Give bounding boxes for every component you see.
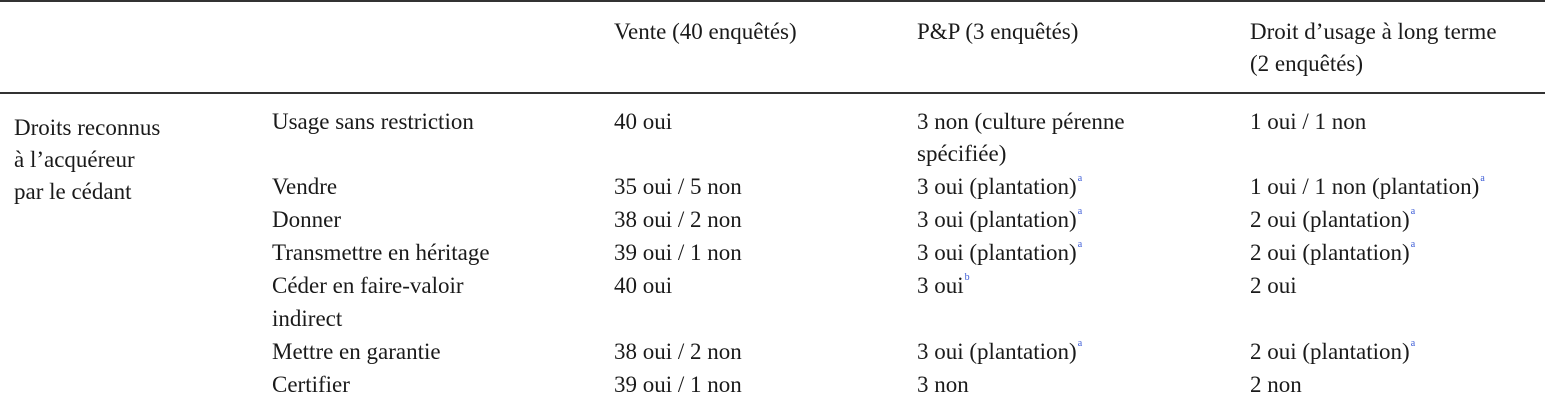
group-label-line2: à l’acquéreur [14, 147, 135, 172]
cell-droit: 2 oui [1250, 273, 1297, 298]
footnote-marker[interactable]: b [964, 272, 970, 283]
footnote-marker[interactable]: a [1410, 239, 1416, 250]
cell-pp [917, 270, 970, 307]
header-droit-line2: (2 enquêtés) [1250, 51, 1364, 76]
table-top-rule [0, 0, 1545, 2]
cell-droit [1250, 336, 1415, 373]
row-label: Usage sans restriction [272, 109, 474, 134]
header-droit-line1: Droit d’usage à long terme [1250, 19, 1497, 44]
cell-droit: 1 oui / 1 non [1250, 109, 1367, 134]
cell-droit-text: 2 oui (plantation) [1250, 339, 1410, 364]
cell-droit-text: 1 oui / 1 non (plantation) [1250, 174, 1480, 199]
group-label-line3: par le cédant [14, 179, 132, 204]
header-pp: P&P (3 enquêtés) [917, 19, 1079, 44]
cell-vente: 40 oui [614, 273, 673, 298]
cell-droit [1250, 204, 1415, 241]
row-label: Transmettre en héritage [272, 240, 490, 265]
cell-pp [917, 237, 1082, 274]
row-label: Mettre en garantie [272, 339, 441, 364]
footnote-marker[interactable]: a [1077, 239, 1083, 250]
cell-vente: 40 oui [614, 109, 673, 134]
row-label: Certifier [272, 372, 350, 397]
cell-pp-text: 3 oui (plantation) [917, 339, 1077, 364]
cell-pp-text: 3 oui (plantation) [917, 207, 1077, 232]
row-label: Vendre [272, 174, 338, 199]
group-label-line1: Droits reconnus [14, 115, 161, 140]
footnote-marker[interactable]: a [1410, 338, 1416, 349]
cell-vente: 39 oui / 1 non [614, 372, 742, 397]
cell-pp-text: 3 oui [917, 273, 964, 298]
cell-pp-line2: spécifiée) [917, 141, 1007, 166]
row-label: Donner [272, 207, 341, 232]
row-label-line2: indirect [272, 306, 343, 331]
footnote-marker[interactable]: a [1077, 206, 1083, 217]
header-vente: Vente (40 enquêtés) [614, 19, 797, 44]
cell-droit [1250, 237, 1415, 274]
row-label: Céder en faire-valoir [272, 273, 464, 298]
footnote-marker[interactable]: a [1077, 338, 1083, 349]
cell-droit-text: 2 oui (plantation) [1250, 240, 1410, 265]
cell-pp [917, 204, 1082, 241]
cell-droit [1250, 171, 1485, 208]
table-header-rule [0, 92, 1545, 94]
cell-vente: 35 oui / 5 non [614, 174, 742, 199]
cell-pp-text: 3 oui (plantation) [917, 174, 1077, 199]
cell-pp [917, 171, 1082, 208]
cell-pp-text: 3 oui (plantation) [917, 240, 1077, 265]
footnote-marker[interactable]: a [1480, 173, 1485, 184]
cell-pp [917, 336, 1082, 373]
cell-droit-text: 2 oui (plantation) [1250, 207, 1410, 232]
cell-pp: 3 non [917, 372, 969, 397]
footnote-marker[interactable]: a [1410, 206, 1416, 217]
cell-vente: 38 oui / 2 non [614, 207, 742, 232]
footnote-marker[interactable]: a [1077, 173, 1083, 184]
cell-vente: 39 oui / 1 non [614, 240, 742, 265]
cell-droit: 2 non [1250, 372, 1302, 397]
cell-vente: 38 oui / 2 non [614, 339, 742, 364]
cell-pp: 3 non (culture pérenne [917, 109, 1125, 134]
